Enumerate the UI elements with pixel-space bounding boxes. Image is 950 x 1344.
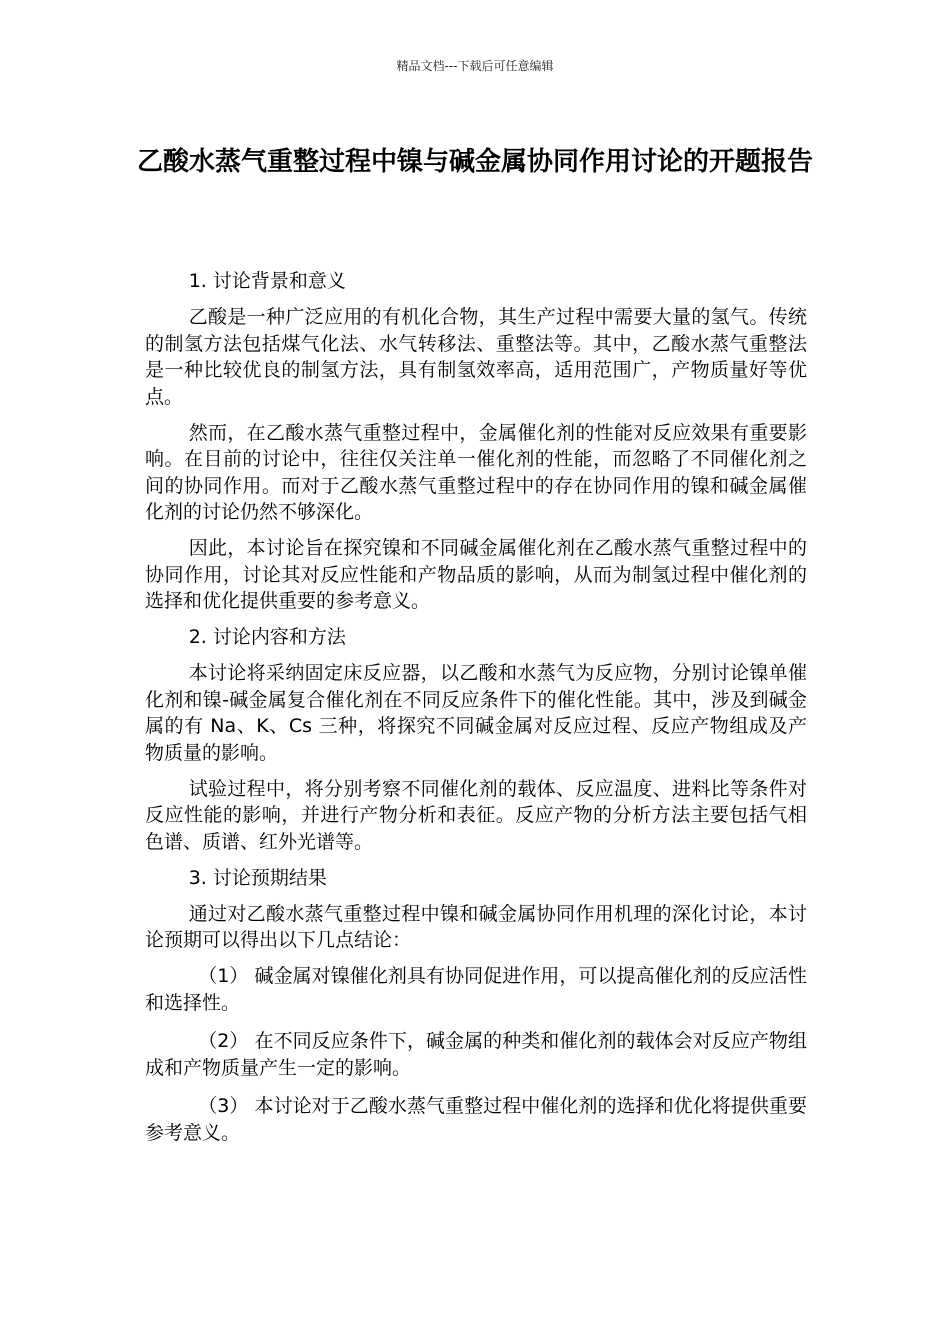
paragraph: 试验过程中，将分别考察不同催化剂的载体、反应温度、进料比等条件对反应性能的影响，并进行产物分析和表征。反应产物的分析方法主要包括气相色谱、质谱、红外光谱等。 [145,777,807,853]
section-heading: 2. 讨论内容和方法 [188,626,346,648]
conclusion-item: （1） 碱金属对镍催化剂具有协同促进作用，可以提高催化剂的反应活性和选择性。 [145,965,807,1014]
section-heading: 1. 讨论背景和意义 [188,270,346,292]
conclusion-item: （2） 在不同反应条件下，碱金属的种类和催化剂的载体会对反应产物组成和产物质量产生一定的影响。 [145,1030,807,1079]
paragraph: 本讨论将采纳固定床反应器，以乙酸和水蒸气为反应物，分别讨论镍单催化剂和镍-碱金属复合催化剂在不同反应条件下的催化性能。其中，涉及到碱金属的有 Na、K、Cs 三种，将探究不同碱金属对反应过程、反应产物组成及产物质量的影响。 [145,662,807,764]
paragraph: 因此，本讨论旨在探究镍和不同碱金属催化剂在乙酸水蒸气重整过程中的协同作用，讨论其对反应性能和产物品质的影响，从而为制氢过程中催化剂的选择和优化提供重要的参考意义。 [145,537,807,612]
document-body [145,268,807,1158]
paragraph: 乙酸是一种广泛应用的有机化合物，其生产过程中需要大量的氢气。传统的制氢方法包括煤气化法、水气转移法、重整法等。其中，乙酸水蒸气重整法是一种比较优良的制氢方法，具有制氢效率高，适用范围广，产物质量好等优点。 [145,306,807,408]
conclusion-item: （3） 本讨论对于乙酸水蒸气重整过程中催化剂的选择和优化将提供重要参考意义。 [145,1095,807,1144]
section-heading: 3. 讨论预期结果 [188,866,327,889]
page-header: 精品文档---下载后可任意编辑 [396,59,554,73]
paragraph: 然而，在乙酸水蒸气重整过程中，金属催化剂的性能对反应效果有重要影响。在目前的讨论中，往往仅关注单一催化剂的性能，而忽略了不同催化剂之间的协同作用。而对于乙酸水蒸气重整过程中的存在协同作用的镍和碱金属催化剂的讨论仍然不够深化。 [145,421,807,523]
paragraph: 通过对乙酸水蒸气重整过程中镍和碱金属协同作用机理的深化讨论，本讨论预期可以得出以下几点结论： [145,902,807,951]
document-title: 乙酸水蒸气重整过程中镍与碱金属协同作用讨论的开题报告 [136,147,813,177]
